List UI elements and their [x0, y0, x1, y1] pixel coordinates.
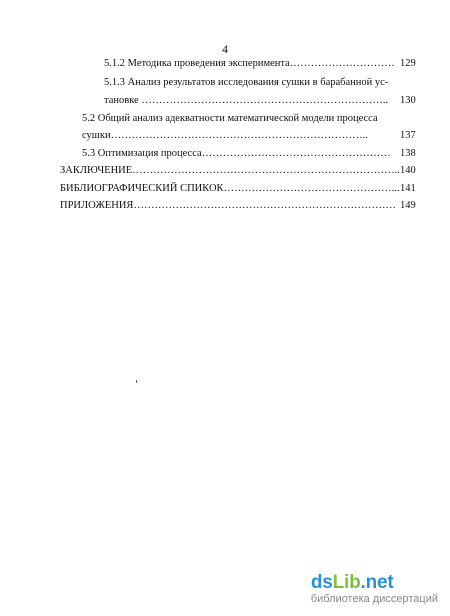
dslib-caption: библиотека диссертаций	[310, 593, 438, 605]
page-number: 4	[222, 42, 228, 56]
scan-speck	[136, 380, 137, 383]
dslib-logo: dsLib.net	[310, 572, 394, 593]
toc-entry-bibliography: БИБЛИОГРАФИЧЕСКИЙ СПИКОК…………………………………………...	[60, 183, 400, 194]
toc-entry-appendices: ПРИЛОЖЕНИЯ…………………………………………………………………	[60, 200, 396, 211]
toc-entry-5-1-2: 5.1.2 Методика проведения эксперимента…………………………	[104, 58, 395, 69]
toc-entry-conclusion: ЗАКЛЮЧЕНИЕ…………………………………………………………………..	[60, 165, 400, 176]
toc-page-conclusion: 140	[400, 165, 416, 176]
toc-page-5-2: 137	[400, 130, 416, 141]
toc-entry-5-2: 5.2 Общий анализ адекватности математической модели процесса	[82, 113, 378, 124]
toc-page-5-3: 138	[400, 148, 416, 159]
toc-page-appendices: 149	[400, 200, 416, 211]
toc-entry-5-1-3-cont: тановке ……………………………………………………………..	[104, 95, 389, 106]
dslib-watermark	[311, 573, 438, 606]
toc-entry-5-1-3: 5.1.3 Анализ результатов исследования сушки в барабанной ус-	[104, 77, 389, 88]
toc-page-bibliography: 141	[400, 183, 416, 194]
toc-entry-5-2-cont: сушки………………………………………………………………..	[82, 130, 368, 141]
toc-page-5-1-3: 130	[400, 95, 416, 106]
toc-entry-5-3: 5.3 Оптимизация процесса………………………………………………	[82, 148, 391, 159]
toc-page-5-1-2: 129	[400, 58, 416, 69]
